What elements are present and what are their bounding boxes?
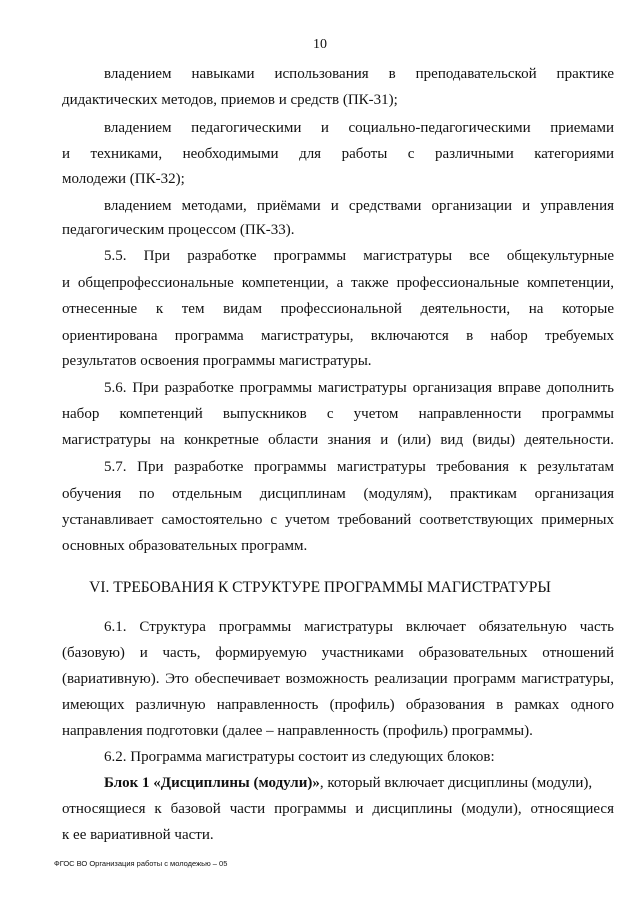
paragraph-line: направления подготовки (далее – направленность (профиль) программы). xyxy=(62,723,533,739)
paragraph-line: и общепрофессиональные компетенции, а также профессиональные компетенции, xyxy=(62,275,614,291)
list-item-line: дидактических методов, приемов и средств (ПК-31); xyxy=(62,92,398,108)
paragraph-line: магистратуры на конкретные области знания и (или) вид (виды) деятельности. xyxy=(62,432,614,448)
list-item-line: владением методами, приёмами и средствами организации и управления xyxy=(104,198,614,214)
paragraph-line: обучения по отдельным дисциплинам (модулям), практикам организация xyxy=(62,486,614,502)
footer: ФГОС ВО Организация работы с молодежью – 05 xyxy=(54,859,228,868)
paragraph-line: результатов освоения программы магистратуры. xyxy=(62,353,372,369)
list-item-line: молодежи (ПК-32); xyxy=(62,171,185,187)
section-heading: VI. ТРЕБОВАНИЯ К СТРУКТУРЕ ПРОГРАММЫ МАГИСТРАТУРЫ xyxy=(89,579,551,596)
block1-line xyxy=(104,772,614,794)
paragraph-line: 5.6. При разработке программы магистратуры организация вправе дополнить xyxy=(104,380,614,396)
paragraph-line: отнесенные к тем видам профессиональной деятельности, на которые xyxy=(62,301,614,317)
paragraph-line: 5.7. При разработке программы магистратуры требования к результатам xyxy=(104,459,614,475)
block1-text: , который включает дисциплины (модули), xyxy=(319,775,593,791)
paragraph-line: 5.5. При разработке программы магистратуры все общекультурные xyxy=(104,248,614,264)
list-item-line: и техниками, необходимыми для работы с различными категориями xyxy=(62,146,614,162)
list-item-line: владением педагогическими и социально-педагогическими приемами xyxy=(104,120,614,136)
list-item-line: педагогическим процессом (ПК-33). xyxy=(62,222,295,238)
block1-title: Блок 1 «Дисциплины (модули)» xyxy=(104,775,320,791)
paragraph-line: (вариативную). Это обеспечивает возможность реализации программ магистратуры, xyxy=(62,671,614,687)
paragraph-line: относящиеся к базовой части программы и дисциплины (модули), относящиеся xyxy=(62,801,614,817)
page-number: 10 xyxy=(313,37,327,52)
paragraph-line: устанавливает самостоятельно с учетом требований соответствующих примерных xyxy=(62,512,614,528)
paragraph-line: основных образовательных программ. xyxy=(62,538,308,554)
paragraph-line: 6.2. Программа магистратуры состоит из следующих блоков: xyxy=(104,749,495,765)
paragraph-line: набор компетенций выпускников с учетом направленности программы xyxy=(62,406,614,422)
paragraph-line: к ее вариативной части. xyxy=(62,827,214,843)
paragraph-line: 6.1. Структура программы магистратуры включает обязательную часть xyxy=(104,619,614,635)
list-item-line: владением навыками использования в преподавательской практике xyxy=(104,66,614,82)
paragraph-line: (базовую) и часть, формируемую участниками образовательных отношений xyxy=(62,645,614,661)
paragraph-line: имеющих различную направленность (профиль) образования в рамках одного xyxy=(62,697,614,713)
paragraph-line: ориентирована программа магистратуры, включаются в набор требуемых xyxy=(62,328,614,344)
